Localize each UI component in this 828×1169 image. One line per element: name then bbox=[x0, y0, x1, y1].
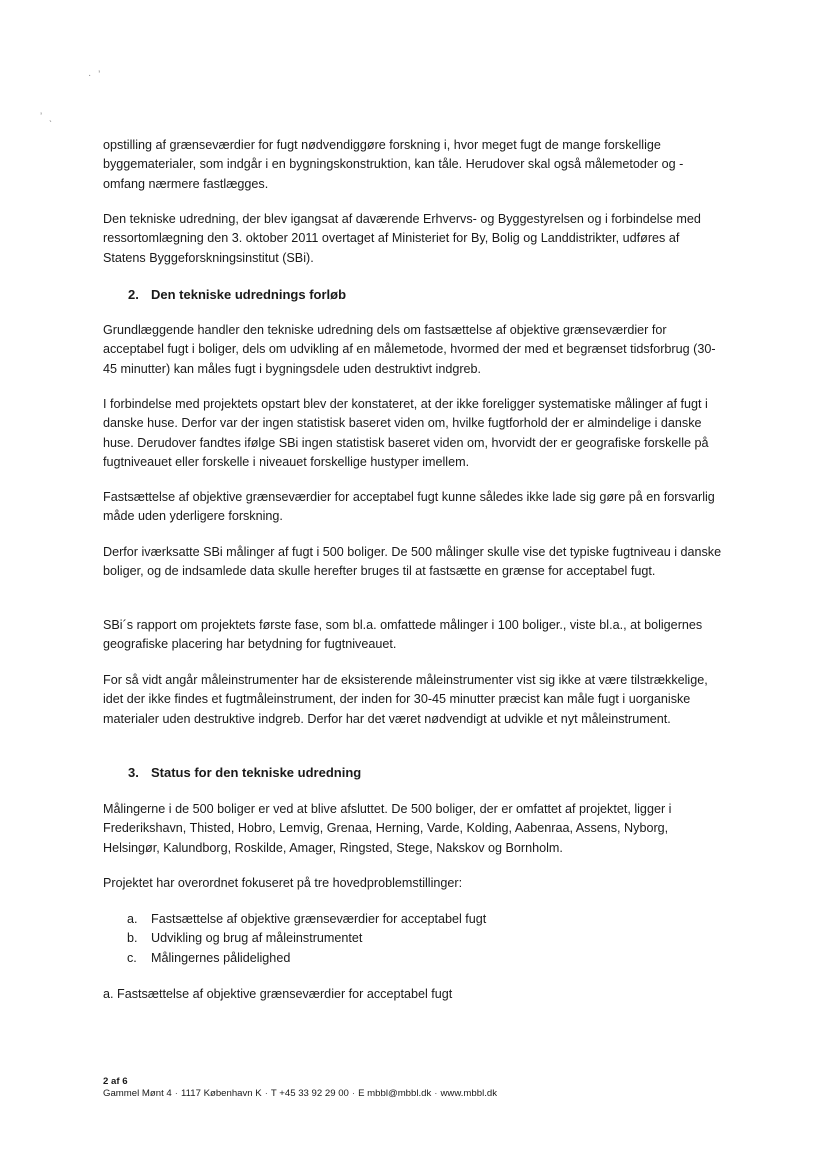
paragraph-report: SBi´s rapport om projektets første fase, som bl.a. omfattede målinger i 100 boliger., viste bl.a., at boligernes geografiske placering har betydning for fugtniveauet. bbox=[103, 618, 703, 652]
paragraph-purpose: Grundlæggende handler den tekniske udredning dels om fastsættelse af objektive grænseværdier for acceptabel fugt i boliger, dels om udvikling af en målemetode, hvormed der med et begrænset tidsforbrug (30-45 minutter) kan måles fugt i bygningsdele uden destruktivt indgreb. bbox=[103, 323, 716, 376]
scan-artifact-mark: ʼ ˎ bbox=[40, 112, 55, 123]
list-item-text: Målingernes pålidelighed bbox=[151, 950, 291, 965]
paragraph-instruments: For så vidt angår måleinstrumenter har de eksisterende måleinstrumenter vist sig ikke at være tilstrækkelige, idet der ikke findes et fugtmåleinstrument, der inden for 30-45 minutter præcist kan måle fugt i uorganiske materialer uden destruktive indgreb. Derfor har det været nødvendigt at udvikle et nyt måleinstrument. bbox=[103, 673, 708, 726]
paragraph-project-start: I forbindelse med projektets opstart blev der konstateret, at der ikke foreligger systematiske målinger af fugt i danske huse. Derfor var der ingen statistisk baseret viden om, hvilke fugtforhold der er almindelige i danske huse. Derudover fandtes ifølge SBi ingen statistisk baseret viden om, hvorvidt der er geografiske forskelle på fugtniveauet eller forskelle i niveauet forskellige hustyper imellem. bbox=[103, 397, 709, 469]
paragraph-background: Den tekniske udredning, der blev igangsat af daværende Erhvervs- og Byggestyrelsen og i forbindelse med ressortomlægning den 3. oktober 2011 overtaget af Ministeriet for By, Bolig og Landdistrikter, udføres af Statens Byggeforskningsinstitut (SBi). bbox=[103, 212, 701, 265]
footer-separator: · bbox=[264, 1088, 268, 1099]
paragraph-thresholds: Fastsættelse af objektive grænseværdier for acceptabel fugt kunne således ikke lade sig gøre på en forsvarlig måde uden yderligere forskning. bbox=[103, 490, 715, 524]
list-item-letter: a. bbox=[127, 912, 138, 926]
footer-separator: · bbox=[434, 1088, 438, 1099]
page-number: 2 af 6 bbox=[103, 1076, 128, 1087]
footer-website[interactable]: www.mbbl.dk bbox=[440, 1088, 498, 1099]
paragraph-focus-intro: Projektet har overordnet fokuseret på tre hovedproblemstillinger: bbox=[103, 876, 463, 890]
list-item bbox=[127, 929, 486, 948]
scan-artifact-mark: · ʼ bbox=[88, 70, 103, 81]
footer-address-line bbox=[103, 1088, 497, 1100]
section-title: Status for den tekniske udredning bbox=[151, 765, 362, 780]
footer-separator: · bbox=[351, 1088, 356, 1099]
list-item-text: Udvikling og brug af måleinstrumentet bbox=[151, 931, 363, 946]
list-item bbox=[127, 949, 486, 968]
paragraph-subsection-a: a. Fastsættelse af objektive grænseværdier for acceptabel fugt bbox=[103, 987, 453, 1001]
footer-street: Gammel Mønt 4 bbox=[103, 1088, 172, 1099]
paragraph-continuation: opstilling af grænseværdier for fugt nødvendiggøre forskning i, hvor meget fugt de mange forskellige byggematerialer, som indgår i en bygningskonstruktion, kan tåle. Herudover skal også målemetoder og -omfang nærmere fastlægges. bbox=[103, 138, 684, 191]
footer-separator: · bbox=[174, 1088, 178, 1099]
list-item-letter: b. bbox=[127, 931, 138, 946]
list-item bbox=[127, 910, 486, 929]
page-footer bbox=[103, 1076, 497, 1100]
list-item-letter: c. bbox=[127, 950, 137, 965]
section-title: Den tekniske udrednings forløb bbox=[151, 287, 347, 302]
footer-city: 1117 København K bbox=[180, 1088, 262, 1099]
list-item-text: Fastsættelse af objektive grænseværdier for acceptabel fugt bbox=[151, 912, 487, 926]
section-heading-2 bbox=[128, 285, 346, 304]
footer-email[interactable]: E mbbl@mbbl.dk bbox=[358, 1088, 432, 1099]
focus-list bbox=[127, 910, 486, 968]
paragraph-status: Målingerne i de 500 boliger er ved at blive afsluttet. De 500 boliger, der er omfattet af projektet, ligger i Frederikshavn, Thisted, Hobro, Lemvig, Grenaa, Herning, Varde, Kolding, Aabenraa, Assens, Nyborg, Helsingør, Kalundborg, Roskilde, Amager, Ringsted, Stege, Nakskov og Bornholm. bbox=[103, 802, 672, 855]
section-number: 3. bbox=[128, 765, 139, 780]
footer-phone: T +45 33 92 29 00 bbox=[270, 1088, 349, 1099]
section-heading-3 bbox=[128, 763, 361, 782]
section-number: 2. bbox=[128, 287, 139, 302]
paragraph-measurements: Derfor iværksatte SBi målinger af fugt i 500 boliger. De 500 målinger skulle vise det typiske fugtniveau i danske boliger, og de indsamlede data skulle herefter bruges til at fastsætte en grænse for acceptabel fugt. bbox=[103, 545, 722, 579]
